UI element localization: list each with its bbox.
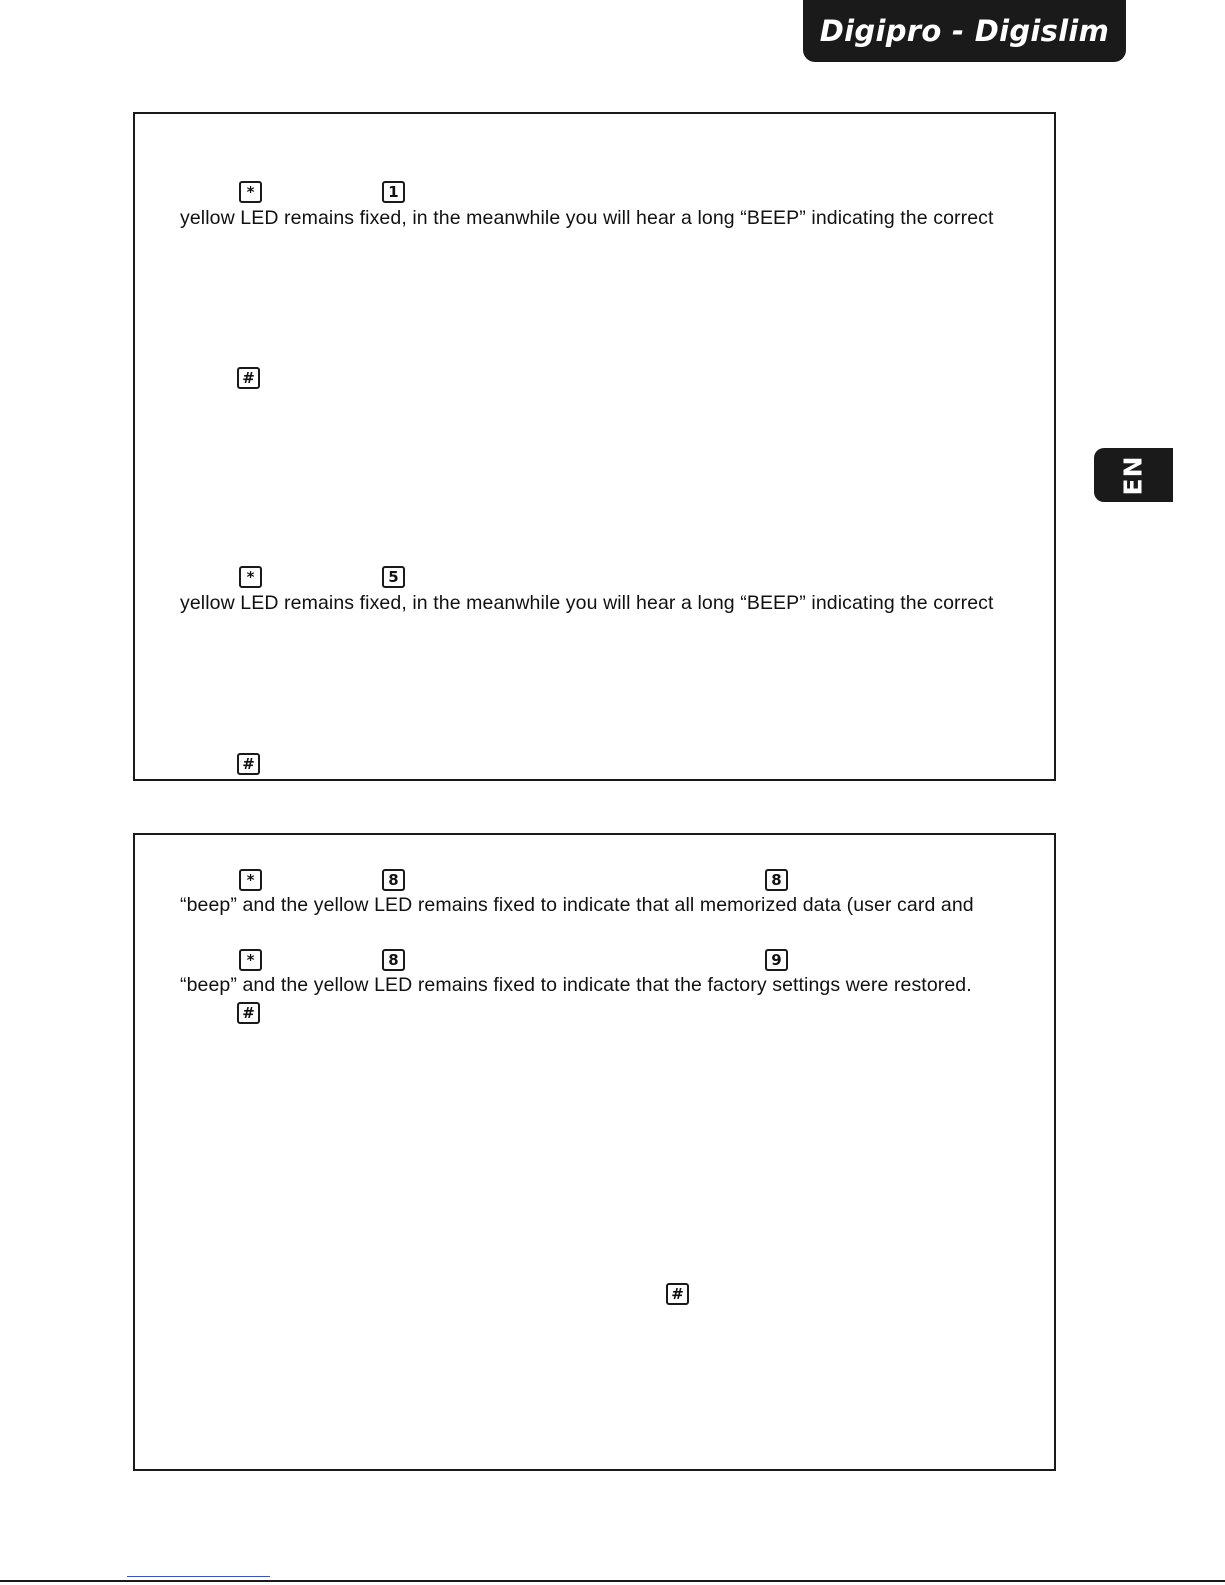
star-key-icon: * — [239, 949, 262, 971]
language-label: EN — [1118, 454, 1148, 496]
star-key-icon: * — [239, 566, 262, 588]
key-1-icon: 1 — [382, 181, 405, 203]
star-key-icon: * — [239, 869, 262, 891]
footer-link-underline — [127, 1576, 270, 1577]
instruction-line: “beep” and the yellow LED remains fixed to indicate that the factory settings were restored. — [180, 974, 972, 996]
header-title: Digipro - Digislim — [819, 14, 1110, 48]
language-tab — [1094, 448, 1173, 502]
footer-rule — [0, 1580, 1225, 1582]
section-box-2 — [133, 833, 1056, 1471]
instruction-line: yellow LED remains fixed, in the meanwhile you will hear a long “BEEP” indicating the correct — [180, 592, 994, 614]
hash-key-icon: # — [666, 1283, 689, 1305]
key-8-icon: 8 — [765, 869, 788, 891]
key-8-icon: 8 — [382, 869, 405, 891]
star-key-icon: * — [239, 181, 262, 203]
instruction-line: yellow LED remains fixed, in the meanwhile you will hear a long “BEEP” indicating the correct — [180, 207, 994, 229]
header-tab — [803, 0, 1126, 62]
key-5-icon: 5 — [382, 566, 405, 588]
hash-key-icon: # — [237, 367, 260, 389]
hash-key-icon: # — [237, 753, 260, 775]
key-9-icon: 9 — [765, 949, 788, 971]
hash-key-icon: # — [237, 1002, 260, 1024]
instruction-line: “beep” and the yellow LED remains fixed to indicate that all memorized data (user card and — [180, 894, 974, 916]
key-8-icon: 8 — [382, 949, 405, 971]
